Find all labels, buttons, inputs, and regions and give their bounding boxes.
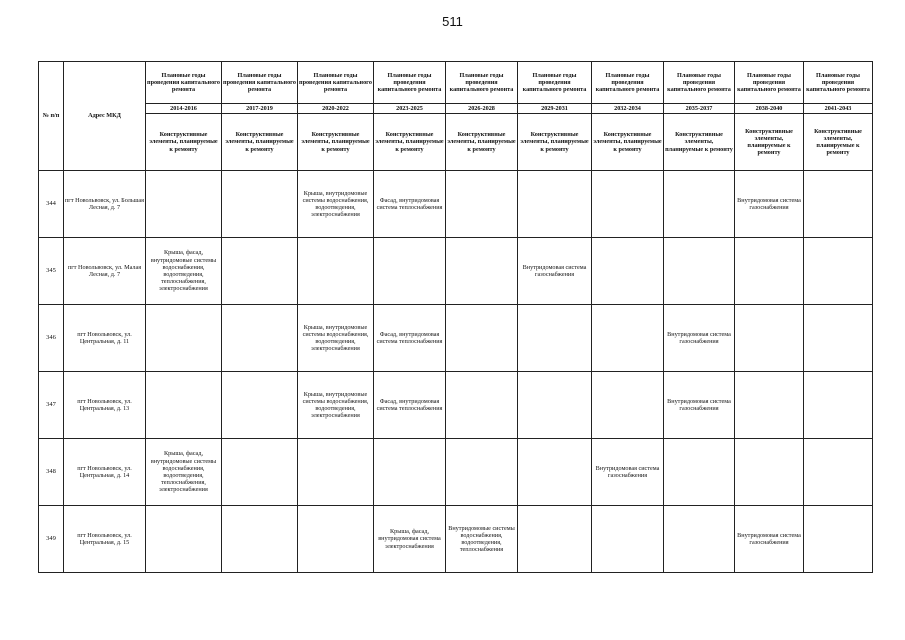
repair-cell	[446, 305, 518, 372]
repair-cell	[374, 238, 446, 305]
row-number: 347	[39, 372, 64, 439]
repair-cell	[518, 171, 592, 238]
repair-cell: Фасад, внутридомовая система теплоснабжения	[374, 372, 446, 439]
repair-cell	[518, 305, 592, 372]
repair-cell: Внутридомовая система газоснабжения	[735, 171, 804, 238]
repair-cell	[222, 305, 298, 372]
repair-cell	[592, 305, 664, 372]
repair-cell: Крыша, внутридомовые системы водоснабжения, водоотведения, электроснабжения	[298, 171, 374, 238]
table-row	[39, 305, 873, 372]
header-row-periods	[39, 104, 873, 114]
repair-cell: Фасад, внутридомовая система теплоснабжения	[374, 305, 446, 372]
row-number: 345	[39, 238, 64, 305]
row-address: пгт Новольвовск, ул. Центральная, д. 11	[64, 305, 146, 372]
period-header: 2032-2034	[592, 104, 664, 114]
repair-cell	[735, 238, 804, 305]
repair-cell	[446, 171, 518, 238]
period-header: 2020-2022	[298, 104, 374, 114]
repair-cell	[222, 439, 298, 506]
repair-cell	[664, 506, 735, 573]
repair-cell	[592, 238, 664, 305]
repair-cell	[446, 372, 518, 439]
planned-years-header: Плановые годы проведения капитального ремонта	[298, 62, 374, 104]
repair-cell	[146, 372, 222, 439]
repair-cell	[735, 305, 804, 372]
repair-cell	[146, 305, 222, 372]
repair-cell	[804, 372, 873, 439]
page-number: 511	[442, 14, 463, 29]
elements-header: Конструктивные элементы, планируемые к ремонту	[592, 114, 664, 171]
elements-header: Конструктивные элементы, планируемые к ремонту	[446, 114, 518, 171]
repair-cell: Крыша, фасад, внутридомовые системы водоснабжения, водоотведения, теплоснабжения, электроснабжения	[146, 439, 222, 506]
planned-years-header: Плановые годы проведения капитального ремонта	[664, 62, 735, 104]
repair-cell	[222, 506, 298, 573]
repair-cell	[298, 238, 374, 305]
elements-header: Конструктивные элементы, планируемые к ремонту	[374, 114, 446, 171]
repair-cell	[146, 506, 222, 573]
elements-header: Конструктивные элементы, планируемые к ремонту	[222, 114, 298, 171]
repair-cell	[804, 305, 873, 372]
row-address: пгт Новольвовск, ул. Центральная, д. 15	[64, 506, 146, 573]
period-header: 2014-2016	[146, 104, 222, 114]
row-address: пгт Новольвовск, ул. Малая Лесная, д. 7	[64, 238, 146, 305]
period-header: 2026-2028	[446, 104, 518, 114]
planned-years-header: Плановые годы проведения капитального ремонта	[518, 62, 592, 104]
repair-cell: Крыша, фасад, внутридомовая система электроснабжения	[374, 506, 446, 573]
column-header-num: № п/п	[39, 62, 64, 171]
planned-years-header: Плановые годы проведения капитального ремонта	[374, 62, 446, 104]
repair-cell	[446, 238, 518, 305]
planned-years-header: Плановые годы проведения капитального ремонта	[735, 62, 804, 104]
capital-repair-schedule-table	[38, 61, 873, 573]
elements-header: Конструктивные элементы, планируемые к ремонту	[664, 114, 735, 171]
elements-header: Конструктивные элементы, планируемые к ремонту	[804, 114, 873, 171]
planned-years-header: Плановые годы проведения капитального ремонта	[146, 62, 222, 104]
repair-cell	[804, 171, 873, 238]
repair-cell: Крыша, внутридомовые системы водоснабжения, водоотведения, электроснабжения	[298, 305, 374, 372]
period-header: 2023-2025	[374, 104, 446, 114]
repair-cell	[735, 439, 804, 506]
repair-cell	[804, 439, 873, 506]
table-row	[39, 171, 873, 238]
table-row	[39, 372, 873, 439]
repair-cell	[446, 439, 518, 506]
period-header: 2017-2019	[222, 104, 298, 114]
elements-header: Конструктивные элементы, планируемые к ремонту	[146, 114, 222, 171]
table-row	[39, 439, 873, 506]
row-number: 349	[39, 506, 64, 573]
row-number: 344	[39, 171, 64, 238]
table-row	[39, 238, 873, 305]
repair-cell: Фасад, внутридомовая система теплоснабжения	[374, 171, 446, 238]
period-header: 2041-2043	[804, 104, 873, 114]
repair-cell: Внутридомовая система газоснабжения	[735, 506, 804, 573]
row-number: 346	[39, 305, 64, 372]
repair-cell: Крыша, внутридомовые системы водоснабжения, водоотведения, электроснабжения	[298, 372, 374, 439]
header-row-planned-years	[39, 62, 873, 104]
planned-years-header: Плановые годы проведения капитального ремонта	[592, 62, 664, 104]
period-header: 2038-2040	[735, 104, 804, 114]
repair-cell: Внутридомовая система газоснабжения	[592, 439, 664, 506]
repair-cell	[518, 506, 592, 573]
repair-cell	[146, 171, 222, 238]
repair-cell	[592, 372, 664, 439]
repair-cell	[592, 506, 664, 573]
row-address: пгт Новольвовск, ул. Центральная, д. 13	[64, 372, 146, 439]
elements-header: Конструктивные элементы, планируемые к ремонту	[298, 114, 374, 171]
repair-cell	[804, 506, 873, 573]
repair-cell: Внутридомовая система газоснабжения	[664, 372, 735, 439]
repair-cell: Внутридомовая система газоснабжения	[664, 305, 735, 372]
repair-cell	[804, 238, 873, 305]
repair-cell	[592, 171, 664, 238]
repair-cell: Внутридомовая система газоснабжения	[518, 238, 592, 305]
header-row-elements	[39, 114, 873, 171]
elements-header: Конструктивные элементы, планируемые к ремонту	[518, 114, 592, 171]
repair-cell	[222, 238, 298, 305]
repair-cell: Внутридомовые системы водоснабжения, водоотведения, теплоснабжения	[446, 506, 518, 573]
planned-years-header: Плановые годы проведения капитального ремонта	[804, 62, 873, 104]
repair-cell	[222, 171, 298, 238]
row-address: пгт Новольвовск, ул. Центральная, д. 14	[64, 439, 146, 506]
row-number: 348	[39, 439, 64, 506]
table-row	[39, 506, 873, 573]
repair-cell	[735, 372, 804, 439]
repair-cell	[222, 372, 298, 439]
column-header-address: Адрес МКД	[64, 62, 146, 171]
repair-cell: Крыша, фасад, внутридомовые системы водоснабжения, водоотведения, теплоснабжения, электроснабжения	[146, 238, 222, 305]
elements-header: Конструктивные элементы, планируемые к ремонту	[735, 114, 804, 171]
repair-cell	[518, 439, 592, 506]
repair-cell	[664, 238, 735, 305]
row-address: пгт Новольвовск, ул. Большая Лесная, д. 7	[64, 171, 146, 238]
planned-years-header: Плановые годы проведения капитального ремонта	[446, 62, 518, 104]
planned-years-header: Плановые годы проведения капитального ремонта	[222, 62, 298, 104]
repair-cell	[664, 171, 735, 238]
repair-cell	[298, 439, 374, 506]
repair-cell	[374, 439, 446, 506]
repair-cell	[518, 372, 592, 439]
repair-cell	[664, 439, 735, 506]
period-header: 2035-2037	[664, 104, 735, 114]
repair-cell	[298, 506, 374, 573]
period-header: 2029-2031	[518, 104, 592, 114]
